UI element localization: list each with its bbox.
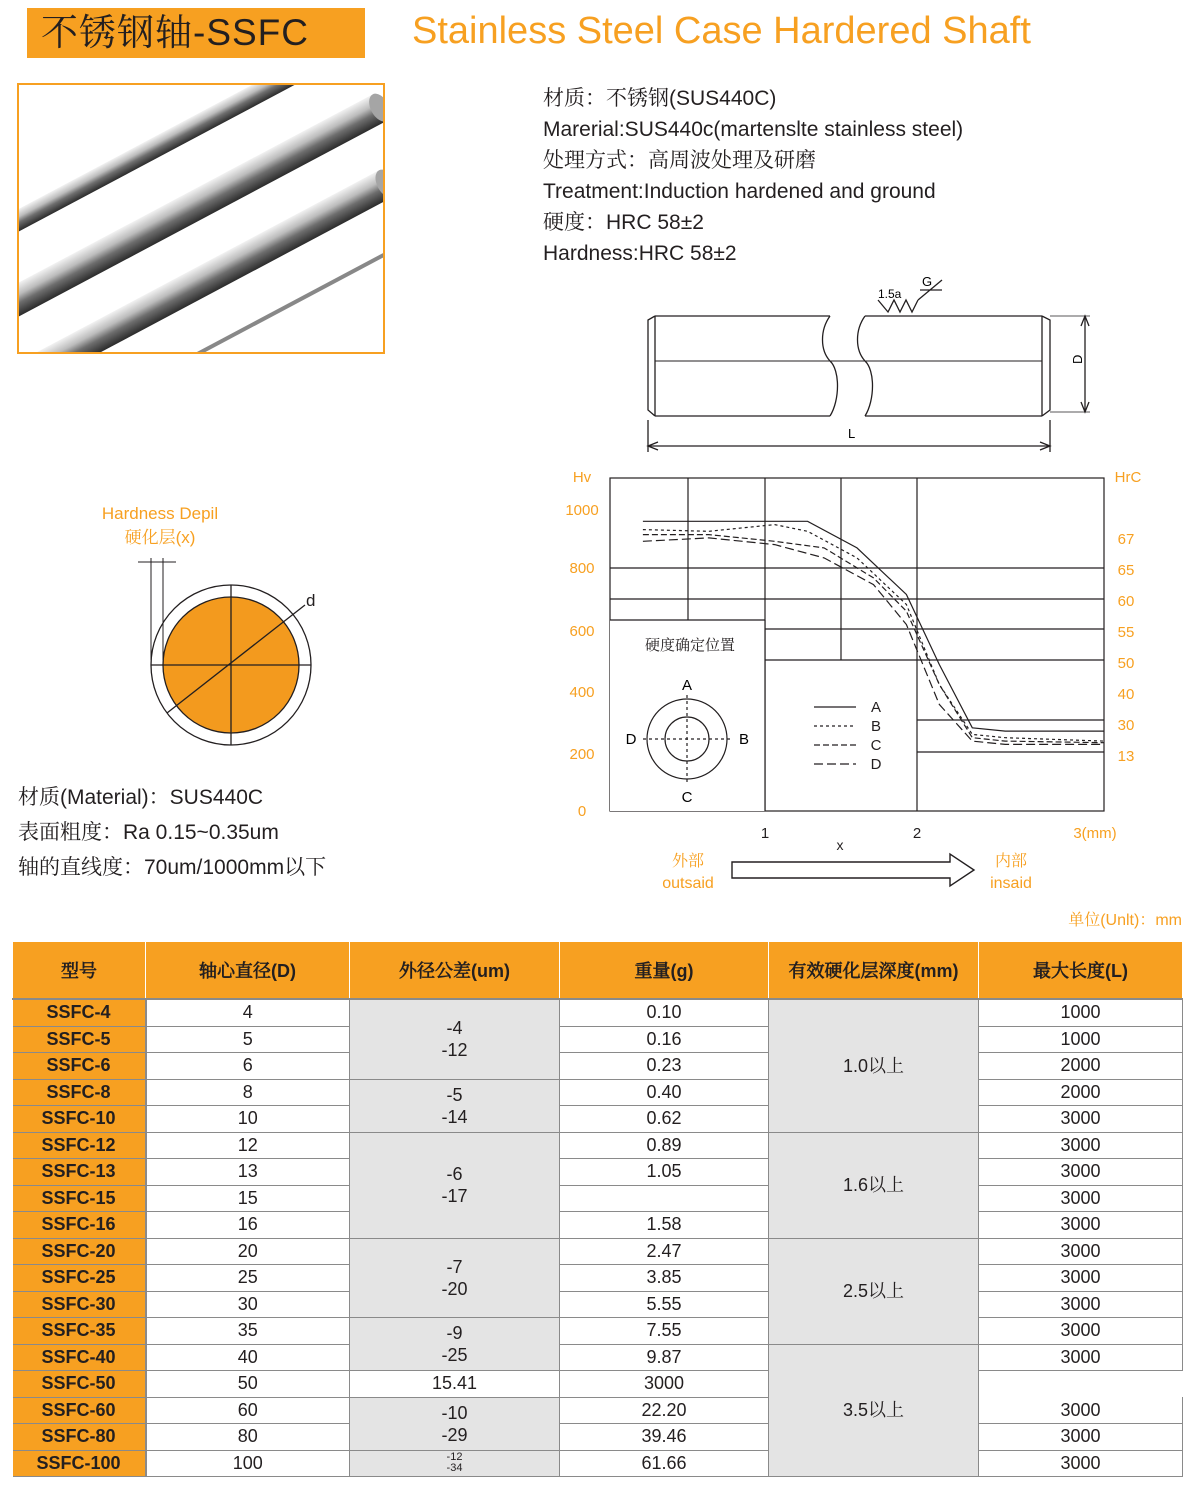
hardening-depth-cell: 3.5以上 <box>769 1344 979 1477</box>
outside-label-en: outsaid <box>662 875 714 892</box>
right-tick-label: 40 <box>1117 686 1135 703</box>
max-length-cell: 1000 <box>979 1026 1183 1053</box>
model-cell: SSFC-5 <box>13 1026 146 1053</box>
table-row <box>13 1371 1183 1398</box>
product-title: Stainless Steel Case Hardered Shaft <box>412 10 1031 52</box>
model-cell: SSFC-13 <box>13 1159 146 1186</box>
weight-cell: 0.23 <box>560 1053 769 1080</box>
diameter-cell: 80 <box>146 1424 350 1451</box>
spec-line: 材质：不锈钢(SUS440C) <box>543 87 777 110</box>
table-row <box>13 1424 1183 1451</box>
right-tick-label: 60 <box>1117 593 1135 610</box>
tolerance-upper: -5 <box>446 1084 463 1105</box>
weight-cell: 15.41 <box>350 1371 560 1398</box>
diameter-cell: 4 <box>146 999 350 1026</box>
shaft-drawing <box>620 270 1100 460</box>
tolerance-lower: -17 <box>441 1186 468 1206</box>
diameter-cell: 10 <box>146 1106 350 1133</box>
diameter-cell: 8 <box>146 1079 350 1106</box>
max-length-cell: 2000 <box>979 1079 1183 1106</box>
x-tick-label: 3(mm) <box>1073 825 1117 842</box>
max-length-cell: 3000 <box>979 1212 1183 1239</box>
material-line: 轴的直线度：70um/1000mm以下 <box>18 856 327 879</box>
max-length-cell: 3000 <box>979 1265 1183 1292</box>
max-length-cell: 3000 <box>979 1318 1183 1345</box>
model-cell: SSFC-35 <box>13 1318 146 1345</box>
tolerance-lower: -14 <box>441 1106 468 1127</box>
tolerance-upper: -7 <box>446 1256 463 1277</box>
table-row <box>13 1106 1183 1133</box>
tolerance-upper: -6 <box>446 1164 463 1184</box>
diameter-cell: 16 <box>146 1212 350 1239</box>
left-tick-label: 600 <box>569 623 595 640</box>
tolerance-cell <box>350 1132 560 1238</box>
model-cell: SSFC-8 <box>13 1079 146 1106</box>
col-header: 重量(g) <box>560 942 769 1000</box>
model-cell: SSFC-25 <box>13 1265 146 1292</box>
diameter-dim: D <box>1070 354 1085 364</box>
table-row <box>13 1212 1183 1239</box>
legend-label: C <box>870 737 882 754</box>
spec-line: Hardness:HRC 58±2 <box>543 242 737 265</box>
tolerance-upper: -4 <box>446 1018 463 1039</box>
tolerance-lower: -25 <box>441 1345 468 1365</box>
weight-cell: 0.40 <box>560 1079 769 1106</box>
cross-section-diagram <box>130 550 330 770</box>
tolerance-lower: -29 <box>441 1424 468 1445</box>
model-cell: SSFC-16 <box>13 1212 146 1239</box>
right-tick-label: 55 <box>1117 624 1135 641</box>
weight-cell: 1.58 <box>560 1212 769 1239</box>
tolerance-lower: -34 <box>446 1462 463 1475</box>
weight-cell: 5.55 <box>560 1291 769 1318</box>
max-length-cell: 2000 <box>979 1053 1183 1080</box>
hardness-depth-cn: 硬化层(x) <box>124 528 196 547</box>
material-line: 表面粗度：Ra 0.15~0.35um <box>18 821 279 844</box>
max-length-cell: 3000 <box>979 1344 1183 1371</box>
left-tick-label: 0 <box>577 803 587 820</box>
table-row <box>13 1397 1183 1424</box>
weight-cell: 61.66 <box>560 1450 769 1477</box>
diameter-cell: 25 <box>146 1265 350 1292</box>
table-row <box>13 1265 1183 1292</box>
model-cell: SSFC-100 <box>13 1450 146 1477</box>
left-tick-label: 1000 <box>565 502 599 519</box>
tolerance-cell <box>350 1238 560 1318</box>
spec-list <box>543 83 963 269</box>
roughness-label: 1.5a <box>878 287 902 301</box>
length-dim: L <box>848 426 856 441</box>
diameter-cell: 50 <box>146 1371 350 1398</box>
tolerance-lower: -20 <box>441 1278 468 1299</box>
weight-cell: 2.47 <box>560 1238 769 1265</box>
tolerance-cell <box>350 1318 560 1371</box>
model-cell: SSFC-12 <box>13 1132 146 1159</box>
model-cell: SSFC-80 <box>13 1424 146 1451</box>
diameter-cell: 5 <box>146 1026 350 1053</box>
left-axis-label: Hv <box>572 469 592 486</box>
table-row <box>13 1291 1183 1318</box>
max-length-cell: 3000 <box>979 1106 1183 1133</box>
model-cell: SSFC-50 <box>13 1371 146 1398</box>
material-info <box>18 780 326 885</box>
model-cell: SSFC-4 <box>13 999 146 1026</box>
table-row <box>13 1238 1183 1265</box>
weight-cell: 3.85 <box>560 1265 769 1292</box>
table-header-row <box>13 942 1183 1000</box>
legend-label: D <box>870 756 882 773</box>
tolerance-cell <box>350 1450 560 1477</box>
diameter-cell: 60 <box>146 1397 350 1424</box>
col-header: 最大长度(L) <box>979 942 1183 1000</box>
weight-cell: 9.87 <box>560 1344 769 1371</box>
col-header: 外径公差(um) <box>350 942 560 1000</box>
right-tick-label: 30 <box>1117 717 1135 734</box>
weight-cell: 1.05 <box>560 1159 769 1186</box>
weight-cell: 0.89 <box>560 1132 769 1159</box>
col-header: 有效硬化层深度(mm) <box>769 942 979 1000</box>
tolerance-upper: -9 <box>446 1323 463 1343</box>
hardening-depth-cell: 2.5以上 <box>769 1238 979 1344</box>
weight-cell: 0.10 <box>560 999 769 1026</box>
weight-cell <box>560 1185 769 1212</box>
table-row <box>13 1318 1183 1345</box>
right-tick-label: 50 <box>1117 655 1135 672</box>
max-length-cell: 3000 <box>979 1397 1183 1424</box>
spec-line: Treatment:Induction hardened and ground <box>543 180 936 203</box>
inside-label-cn: 内部 <box>994 853 1028 870</box>
inset-point-c: C <box>681 789 693 806</box>
hardness-depth-en: Hardness Depil <box>101 504 219 523</box>
inset-title: 硬度确定位置 <box>644 637 736 654</box>
diameter-cell: 13 <box>146 1159 350 1186</box>
table-row <box>13 1053 1183 1080</box>
section-dim-d: d <box>306 591 316 610</box>
inset-point-d: D <box>625 731 637 748</box>
model-cell: SSFC-20 <box>13 1238 146 1265</box>
diameter-cell: 40 <box>146 1344 350 1371</box>
direction-arrow <box>732 854 974 886</box>
right-tick-label: 67 <box>1117 531 1135 548</box>
weight-cell: 39.46 <box>560 1424 769 1451</box>
max-length-cell: 3000 <box>979 1291 1183 1318</box>
diameter-cell: 6 <box>146 1053 350 1080</box>
tolerance-cell <box>350 1079 560 1132</box>
material-line: 材质(Material)：SUS440C <box>18 786 264 809</box>
max-length-cell: 1000 <box>979 999 1183 1026</box>
grind-mark: G <box>922 274 933 289</box>
col-header: 型号 <box>13 942 146 1000</box>
tolerance-lower: -12 <box>441 1040 468 1061</box>
inset-point-a: A <box>681 677 693 694</box>
max-length-cell: 3000 <box>979 1238 1183 1265</box>
spec-line: 硬度：HRC 58±2 <box>543 211 704 234</box>
left-tick-label: 800 <box>569 560 595 577</box>
legend-label: A <box>870 699 882 716</box>
diameter-cell: 20 <box>146 1238 350 1265</box>
model-cell: SSFC-6 <box>13 1053 146 1080</box>
diameter-cell: 30 <box>146 1291 350 1318</box>
diameter-cell: 15 <box>146 1185 350 1212</box>
diameter-cell: 12 <box>146 1132 350 1159</box>
table-row <box>13 1159 1183 1186</box>
weight-cell: 0.62 <box>560 1106 769 1133</box>
hardening-depth-cell: 1.0以上 <box>769 999 979 1132</box>
table-row <box>13 1344 1183 1371</box>
product-photo <box>17 83 385 354</box>
hardness-chart <box>540 460 1160 900</box>
tolerance-upper: -10 <box>441 1402 468 1423</box>
inside-label-en: insaid <box>990 875 1032 892</box>
model-cell: SSFC-30 <box>13 1291 146 1318</box>
max-length-cell: 3000 <box>979 1132 1183 1159</box>
max-length-cell: 3000 <box>979 1450 1183 1477</box>
x-tick-label: 2 <box>912 825 922 842</box>
weight-cell: 22.20 <box>560 1397 769 1424</box>
max-length-cell: 3000 <box>560 1371 769 1398</box>
weight-cell: 7.55 <box>560 1318 769 1345</box>
hardening-depth-cell: 1.6以上 <box>769 1132 979 1238</box>
x-tick-label: 1 <box>760 825 770 842</box>
hardness-depth-label <box>90 502 230 550</box>
right-axis-label: HrC <box>1114 469 1142 486</box>
max-length-cell: 3000 <box>979 1159 1183 1186</box>
tolerance-upper: -12 <box>446 1451 463 1464</box>
tolerance-cell <box>350 1397 560 1450</box>
model-cell: SSFC-15 <box>13 1185 146 1212</box>
table-row <box>13 1185 1183 1212</box>
outside-label-cn: 外部 <box>671 853 705 870</box>
left-tick-label: 400 <box>569 684 595 701</box>
right-tick-label: 65 <box>1117 562 1135 579</box>
col-header: 轴心直径(D) <box>146 942 350 1000</box>
model-cell: SSFC-40 <box>13 1344 146 1371</box>
table-row <box>13 1026 1183 1053</box>
product-code-tag: 不锈钢轴-SSFC <box>27 8 365 58</box>
x-axis-label: x <box>836 837 844 853</box>
unit-note: 单位(Unlt)：mm <box>1068 912 1182 929</box>
legend-label: B <box>870 718 882 735</box>
tolerance-cell <box>350 999 560 1079</box>
steel-shafts-illustration <box>19 85 383 352</box>
max-length-cell: 3000 <box>979 1424 1183 1451</box>
table-row <box>13 1079 1183 1106</box>
table-row <box>13 1450 1183 1477</box>
left-tick-label: 200 <box>569 746 595 763</box>
table-row <box>13 1132 1183 1159</box>
spec-line: 处理方式：高周波处理及研磨 <box>543 149 816 172</box>
diameter-cell: 35 <box>146 1318 350 1345</box>
max-length-cell: 3000 <box>979 1185 1183 1212</box>
spec-table <box>12 941 1183 1477</box>
weight-cell: 0.16 <box>560 1026 769 1053</box>
table-row <box>13 999 1183 1026</box>
diameter-cell: 100 <box>146 1450 350 1477</box>
inset-point-b: B <box>738 731 750 748</box>
model-cell: SSFC-10 <box>13 1106 146 1133</box>
spec-line: Marerial:SUS440c(martenslte stainless steel) <box>543 118 964 141</box>
model-cell: SSFC-60 <box>13 1397 146 1424</box>
right-tick-label: 13 <box>1117 748 1135 765</box>
